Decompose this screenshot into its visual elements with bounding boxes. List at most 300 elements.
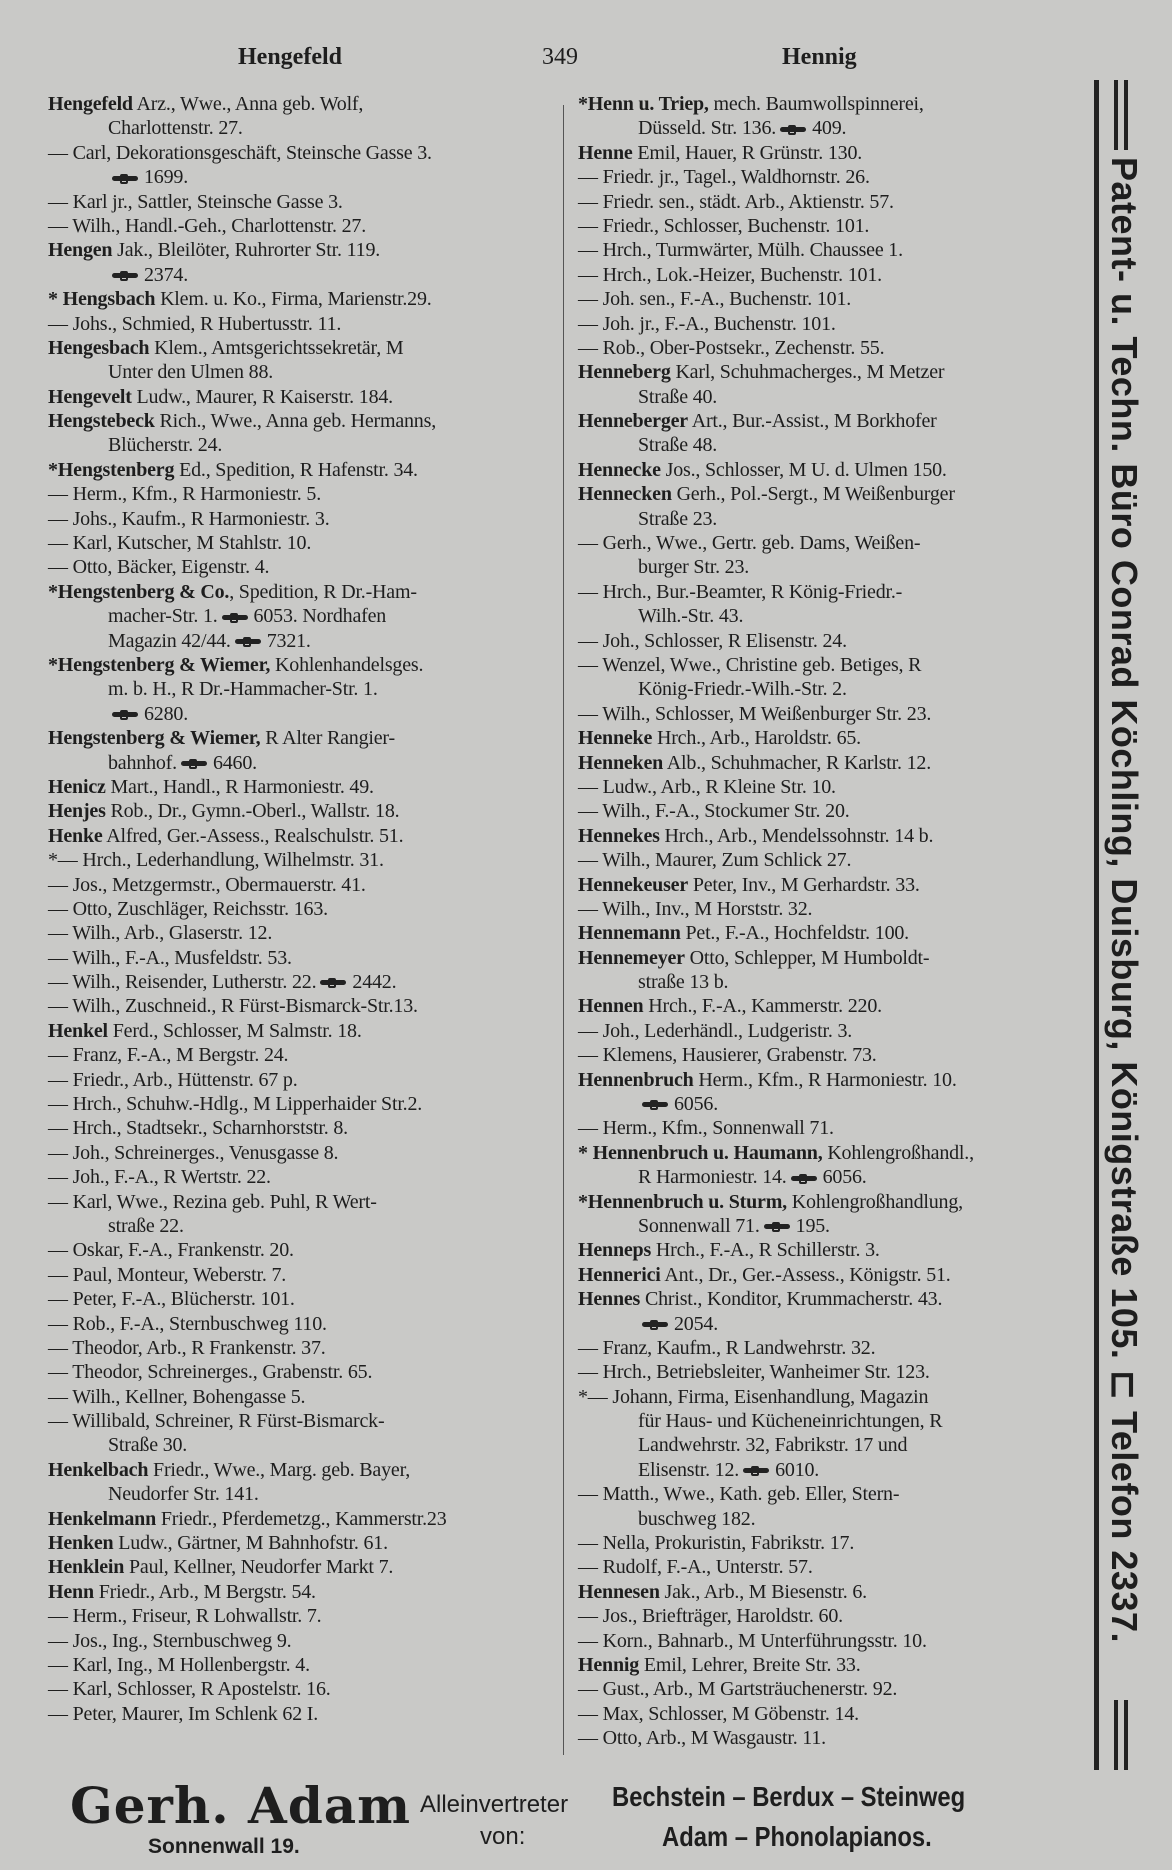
footer-rep-label: Alleinvertreter — [420, 1791, 569, 1818]
entry-name: Hennig — [578, 1654, 640, 1676]
directory-line — [578, 1336, 1083, 1360]
phone-icon — [743, 1466, 769, 1476]
entry-text: R Alter Rangier- — [260, 727, 395, 750]
entry-text: Straße 30. — [108, 1434, 188, 1457]
entry-text: — Joh., Schlosser, R Elisenstr. 24. — [578, 629, 847, 652]
directory-line — [48, 677, 553, 701]
entry-text: — Theodor, Schreinerges., Grabenstr. 65. — [48, 1361, 373, 1384]
directory-line — [48, 555, 553, 579]
entry-text: Alfred, Ger.-Assess., Realschulstr. 51. — [102, 824, 404, 847]
phone-number: 6010. — [775, 1458, 820, 1481]
directory-line — [48, 604, 553, 628]
directory-line — [48, 1629, 553, 1653]
entry-text: — Theodor, Arb., R Frankenstr. 37. — [48, 1336, 326, 1359]
directory-line — [48, 702, 553, 726]
directory-line — [578, 214, 1083, 238]
entry-text: Landwehrstr. 32, Fabrikstr. 17 und — [638, 1434, 908, 1457]
directory-line — [48, 653, 553, 677]
entry-text: macher-Str. 1. — [108, 605, 218, 628]
entry-text: — Jos., Briefträger, Haroldstr. 60. — [578, 1605, 843, 1628]
directory-line — [578, 1409, 1083, 1433]
entry-text: — Wilh., Reisender, Lutherstr. 22. — [48, 971, 317, 994]
entry-text: — Joh., Lederhändl., Ludgeristr. 3. — [578, 1019, 853, 1042]
directory-line — [48, 848, 553, 872]
directory-line — [578, 824, 1083, 848]
entry-name: *Hennenbruch u. Sturm, — [578, 1190, 787, 1213]
directory-line — [578, 677, 1083, 701]
directory-line — [48, 824, 553, 848]
directory-line — [578, 1482, 1083, 1506]
phone-number: 2374. — [144, 263, 189, 286]
entry-text: Friedr., Pferdemetzg., Kammerstr.23 — [156, 1507, 447, 1530]
directory-line — [48, 458, 553, 482]
entry-text: Rich., Wwe., Anna geb. Hermanns, — [154, 410, 436, 433]
directory-line — [48, 385, 553, 409]
directory-line — [48, 799, 553, 823]
entry-name: Hengefeld — [48, 93, 133, 115]
entry-text: Elisenstr. 12. — [638, 1458, 740, 1481]
directory-line — [578, 1165, 1083, 1189]
entry-text: Alb., Schuhmacher, R Karlstr. 12. — [663, 751, 932, 774]
directory-line — [578, 141, 1083, 165]
entry-name: Hennes — [578, 1288, 641, 1311]
entry-text: Jos., Schlosser, M U. d. Ulmen 150. — [660, 458, 947, 481]
entry-text: — Wenzel, Wwe., Christine geb. Betiges, R — [578, 653, 922, 676]
directory-line — [578, 1653, 1083, 1677]
entry-text: — Wilh., F.-A., Musfeldstr. 53. — [48, 946, 292, 969]
entry-name: Henkelbach — [48, 1458, 149, 1481]
entry-text: m. b. H., R Dr.-Hammacher-Str. 1. — [108, 678, 378, 701]
footer-rep-label-2: von: — [480, 1823, 526, 1850]
phone-icon — [320, 978, 346, 988]
entry-text: — Jos., Ing., Sternbuschweg 9. — [48, 1629, 292, 1652]
entry-text: Sonnenwall 71. — [638, 1214, 760, 1237]
directory-line — [48, 165, 553, 189]
entry-text: — Franz, F.-A., M Bergstr. 24. — [48, 1044, 289, 1067]
directory-line — [578, 1238, 1083, 1262]
directory-line — [48, 775, 553, 799]
entry-text: — Ludw., Arb., R Kleine Str. 10. — [578, 775, 836, 798]
directory-line — [578, 1287, 1083, 1311]
phone-icon — [791, 1174, 817, 1184]
entry-text: — Karl, Schlosser, R Apostelstr. 16. — [48, 1678, 331, 1701]
entry-name: Hengevelt — [48, 385, 132, 408]
directory-line — [578, 1677, 1083, 1701]
directory-line — [48, 1604, 553, 1628]
directory-line — [578, 287, 1083, 311]
directory-line — [48, 116, 553, 140]
entry-name: Hennekes — [578, 824, 660, 847]
entry-name: *Henn u. Triep, — [578, 93, 709, 115]
directory-line — [48, 433, 553, 457]
directory-line — [48, 238, 553, 262]
entry-text: Neudorfer Str. 141. — [108, 1483, 259, 1506]
entry-name: Henneke — [578, 727, 653, 750]
directory-line — [48, 214, 553, 238]
directory-line — [578, 702, 1083, 726]
entry-text: — Friedr. jr., Tagel., Waldhornstr. 26. — [578, 166, 870, 189]
entry-text: — Hrch., Turmwärter, Mülh. Chaussee 1. — [578, 239, 903, 262]
entry-text: — Herm., Kfm., Sonnenwall 71. — [578, 1117, 834, 1140]
entry-text: — Wilh., Handl.-Geh., Charlottenstr. 27. — [48, 214, 367, 237]
entry-text: — Rob., Ober-Postsekr., Zechenstr. 55. — [578, 336, 885, 359]
entry-text: — Herm., Kfm., R Harmoniestr. 5. — [48, 483, 322, 506]
entry-text: — Hrch., Bur.-Beamter, R König-Friedr.- — [578, 580, 903, 603]
directory-line — [48, 1165, 553, 1189]
directory-line — [48, 1263, 553, 1287]
directory-line — [48, 1531, 553, 1555]
entry-text: Friedr., Wwe., Marg. geb. Bayer, — [148, 1458, 411, 1481]
directory-line — [48, 1312, 553, 1336]
entry-text: — Willibald, Schreiner, R Fürst-Bismarck- — [48, 1410, 385, 1433]
directory-line — [48, 531, 553, 555]
directory-line — [578, 1360, 1083, 1384]
directory-line — [578, 116, 1083, 140]
phone-number: 195. — [795, 1214, 830, 1237]
entry-name: Hennen — [578, 995, 644, 1018]
entry-text: Peter, Inv., M Gerhardstr. 33. — [688, 873, 920, 896]
entry-text: König-Friedr.-Wilh.-Str. 2. — [638, 678, 847, 701]
directory-line — [48, 482, 553, 506]
directory-line — [578, 458, 1083, 482]
entry-text: — Karl, Ing., M Hollenbergstr. 4. — [48, 1654, 310, 1676]
entry-text: Pet., F.-A., Hochfeldstr. 100. — [680, 922, 909, 945]
entry-text: straße 13 b. — [638, 971, 729, 994]
entry-text: — Johs., Kaufm., R Harmoniestr. 3. — [48, 507, 330, 530]
phone-icon — [112, 271, 138, 281]
directory-line — [48, 1238, 553, 1262]
entry-text: Unter den Ulmen 88. — [108, 361, 274, 384]
entry-text: Ferd., Schlosser, M Salmstr. 18. — [107, 1019, 362, 1042]
entry-name: Hennemann — [578, 922, 681, 945]
directory-line — [578, 653, 1083, 677]
entry-text: — Joh., F.-A., R Wertstr. 22. — [48, 1166, 271, 1189]
directory-line — [578, 580, 1083, 604]
entry-name: Henneken — [578, 751, 664, 774]
banner-rule — [1114, 1700, 1118, 1770]
entry-text: Düsseld. Str. 136. — [638, 117, 777, 140]
directory-line — [578, 921, 1083, 945]
directory-line — [578, 190, 1083, 214]
directory-line — [48, 726, 553, 750]
directory-line — [578, 848, 1083, 872]
entry-text: — Matth., Wwe., Kath. geb. Eller, Stern- — [578, 1483, 900, 1506]
directory-line — [48, 1116, 553, 1140]
banner-rule — [1094, 80, 1099, 1770]
directory-line — [578, 1068, 1083, 1092]
phone-number: 1699. — [144, 166, 189, 189]
entry-text: Paul, Kellner, Neudorfer Markt 7. — [124, 1556, 394, 1579]
banner-rule — [1124, 80, 1128, 150]
directory-line — [48, 1019, 553, 1043]
directory-line — [48, 92, 553, 116]
entry-text: — Wilh., Schlosser, M Weißenburger Str. 23. — [578, 702, 932, 725]
entry-name: Henn — [48, 1580, 94, 1603]
directory-line — [578, 1604, 1083, 1628]
directory-line — [48, 360, 553, 384]
entry-text: Jak., Arb., M Biesenstr. 6. — [659, 1580, 867, 1603]
entry-text: , Spedition, R Dr.-Ham- — [229, 580, 417, 603]
entry-name: Henneps — [578, 1239, 652, 1262]
entry-name: Hengesbach — [48, 336, 150, 359]
directory-line — [578, 1043, 1083, 1067]
directory-line — [48, 873, 553, 897]
entry-text: — Wilh., Inv., M Horststr. 32. — [578, 897, 813, 920]
banner-rule — [1124, 1700, 1128, 1770]
directory-line — [48, 1653, 553, 1677]
entry-text: mech. Baumwollspinnerei, — [708, 93, 924, 115]
phone-number: 6056. — [674, 1093, 719, 1116]
phone-number: 6460. — [212, 751, 257, 774]
entry-text: — Klemens, Hausierer, Grabenstr. 73. — [578, 1044, 877, 1067]
entry-text: — Joh. sen., F.-A., Buchenstr. 101. — [578, 288, 852, 311]
entry-text: — Korn., Bahnarb., M Unterführungsstr. 10. — [578, 1629, 927, 1652]
entry-text: — Gerh., Wwe., Gertr. geb. Dams, Weißen- — [578, 532, 921, 555]
directory-line — [578, 799, 1083, 823]
phone-number: 7321. — [266, 629, 311, 652]
entry-name: Hennecke — [578, 458, 661, 481]
directory-line — [578, 1629, 1083, 1653]
left-column — [48, 92, 553, 1726]
directory-line — [48, 1190, 553, 1214]
entry-text: — Hrch., Lok.-Heizer, Buchenstr. 101. — [578, 263, 882, 286]
directory-line — [578, 946, 1083, 970]
directory-line — [48, 1458, 553, 1482]
directory-line — [578, 1433, 1083, 1457]
entry-text: — Hrch., Stadtsekr., Scharnhorststr. 8. — [48, 1117, 348, 1140]
phone-icon — [764, 1222, 790, 1232]
entry-text: Otto, Schlepper, M Humboldt- — [684, 946, 930, 969]
entry-text: — Paul, Monteur, Weberstr. 7. — [48, 1263, 287, 1286]
entry-text: — Wilh., Kellner, Bohengasse 5. — [48, 1385, 306, 1408]
directory-line — [48, 141, 553, 165]
directory-line — [578, 433, 1083, 457]
entry-name: Henken — [48, 1532, 114, 1555]
entry-text: — Wilh., Maurer, Zum Schlick 27. — [578, 849, 852, 872]
entry-text: — Karl jr., Sattler, Steinsche Gasse 3. — [48, 190, 343, 213]
entry-text: Ant., Dr., Ger.-Assess., Königstr. 51. — [660, 1263, 951, 1286]
directory-line — [578, 555, 1083, 579]
entry-text: — Friedr. sen., städt. Arb., Aktienstr. 57. — [578, 190, 894, 213]
directory-line — [578, 1214, 1083, 1238]
entry-name: Henicz — [48, 775, 106, 798]
entry-text: — Otto, Arb., M Wasgaustr. 11. — [578, 1727, 826, 1750]
entry-text: Klem., Amtsgerichtssekretär, M — [149, 336, 404, 359]
directory-line — [48, 409, 553, 433]
phone-icon — [181, 759, 207, 769]
directory-line — [48, 1677, 553, 1701]
directory-line — [578, 897, 1083, 921]
directory-line — [48, 897, 553, 921]
directory-line — [48, 970, 553, 994]
entry-text: Ludw., Maurer, R Kaiserstr. 184. — [131, 385, 393, 408]
directory-line — [578, 1019, 1083, 1043]
side-advertisement-text: Patent- u. Techn. Büro Conrad Köchling, Duisburg, Königstraße 105. ⊏ Telefon 2337. — [1104, 156, 1145, 1644]
entry-text: — Joh., Schreinerges., Venusgasse 8. — [48, 1141, 339, 1164]
entry-name: *Hengstenberg & Co. — [48, 580, 230, 603]
entry-text: Mart., Handl., R Harmoniestr. 49. — [105, 775, 374, 798]
directory-line — [578, 263, 1083, 287]
directory-line — [48, 580, 553, 604]
directory-line — [578, 1312, 1083, 1336]
entry-text: — Otto, Bäcker, Eigenstr. 4. — [48, 556, 270, 579]
directory-line — [48, 287, 553, 311]
running-head-right: Hennig — [782, 44, 857, 70]
directory-line — [578, 385, 1083, 409]
entry-text: Nordhafen — [297, 605, 387, 628]
footer-brands: Bechstein – Berdux – Steinweg — [612, 1781, 966, 1812]
directory-line — [578, 507, 1083, 531]
entry-text: — Herm., Friseur, R Lohwallstr. 7. — [48, 1605, 322, 1628]
entry-text: — Karl, Kutscher, M Stahlstr. 10. — [48, 532, 312, 555]
column-divider — [563, 105, 564, 1755]
directory-line — [578, 1702, 1083, 1726]
directory-line — [48, 312, 553, 336]
entry-text: Klem. u. Ko., Firma, Marienstr.29. — [155, 288, 432, 311]
directory-line — [48, 1433, 553, 1457]
entry-text: — Rudolf, F.-A., Unterstr. 57. — [578, 1556, 813, 1579]
entry-name: Henkel — [48, 1019, 108, 1042]
directory-line — [578, 531, 1083, 555]
directory-line — [578, 775, 1083, 799]
entry-text: Kohlengroßhandlung, — [786, 1190, 963, 1213]
directory-line — [578, 1092, 1083, 1116]
directory-line — [48, 1482, 553, 1506]
right-column — [578, 92, 1083, 1751]
directory-line — [48, 1068, 553, 1092]
entry-name: Hengstenberg & Wiemer, — [48, 727, 261, 750]
phone-number: 409. — [812, 117, 847, 140]
directory-line — [578, 92, 1083, 116]
directory-line — [578, 994, 1083, 1018]
entry-name: Henneberger — [578, 410, 688, 433]
entry-text: Arz., Wwe., Anna geb. Wolf, — [132, 93, 364, 115]
entry-text: straße 22. — [108, 1214, 184, 1237]
directory-line — [48, 751, 553, 775]
entry-text: — Nella, Prokuristin, Fabrikstr. 17. — [578, 1532, 855, 1555]
entry-name: Hennekeuser — [578, 873, 689, 896]
entry-text: Herm., Kfm., R Harmoniestr. 10. — [693, 1068, 957, 1091]
entry-name: Henkelmann — [48, 1507, 157, 1530]
entry-text: — Karl, Wwe., Rezina geb. Puhl, R Wert- — [48, 1190, 377, 1213]
phone-icon — [235, 637, 261, 647]
entry-text: Kohlenhandelsges. — [270, 653, 424, 676]
footer-brands-2: Adam – Phonolapianos. — [662, 1821, 932, 1852]
footer-company-name: Gerh. Adam — [70, 1776, 412, 1835]
directory-line — [48, 1287, 553, 1311]
phone-icon — [642, 1100, 668, 1110]
entry-text: — Wilh., Zuschneid., R Fürst-Bismarck-Str.13. — [48, 995, 418, 1018]
page-number: 349 — [542, 44, 578, 70]
directory-line — [48, 1360, 553, 1384]
directory-line — [578, 238, 1083, 262]
phone-icon — [222, 613, 248, 623]
directory-line — [48, 629, 553, 653]
entry-text: Art., Bur.-Assist., M Borkhofer — [688, 410, 937, 433]
directory-line — [48, 1555, 553, 1579]
directory-line — [578, 482, 1083, 506]
directory-line — [578, 360, 1083, 384]
directory-line — [578, 726, 1083, 750]
directory-line — [48, 1141, 553, 1165]
directory-line — [48, 336, 553, 360]
directory-line — [48, 1702, 553, 1726]
directory-line — [48, 921, 553, 945]
phone-number: 2442. — [352, 971, 397, 994]
entry-text: — Max, Schlosser, M Göbenstr. 14. — [578, 1702, 859, 1725]
directory-line — [48, 1214, 553, 1238]
directory-line — [48, 1385, 553, 1409]
entry-text: — Gust., Arb., M Gartsträuchenerstr. 92. — [578, 1678, 898, 1701]
directory-line — [48, 1580, 553, 1604]
entry-text: Magazin 42/44. — [108, 629, 231, 652]
entry-text: Friedr., Arb., M Bergstr. 54. — [93, 1580, 316, 1603]
directory-line — [578, 1580, 1083, 1604]
directory-line — [578, 873, 1083, 897]
entry-text: Karl, Schuhmacherges., M Metzer — [670, 361, 945, 384]
directory-line — [578, 336, 1083, 360]
entry-text: Hrch., Arb., Mendelssohnstr. 14 b. — [659, 824, 934, 847]
entry-text: Straße 48. — [638, 434, 718, 457]
entry-text: — Johs., Schmied, R Hubertusstr. 11. — [48, 312, 342, 335]
entry-name: Hengstebeck — [48, 410, 155, 433]
entry-text: — Wilh., F.-A., Stockumer Str. 20. — [578, 800, 850, 823]
entry-name: * Hengsbach — [48, 288, 156, 311]
phone-icon — [112, 174, 138, 184]
directory-line — [48, 1043, 553, 1067]
entry-text: *— Johann, Firma, Eisenhandlung, Magazin — [578, 1385, 929, 1408]
entry-name: Hennesen — [578, 1580, 660, 1603]
directory-line — [578, 1116, 1083, 1140]
entry-text: — Franz, Kaufm., R Landwehrstr. 32. — [578, 1336, 876, 1359]
banner-rule — [1114, 80, 1118, 150]
phone-number: 6053. — [253, 605, 298, 628]
entry-name: Hennecken — [578, 483, 672, 506]
entry-text: — Joh. jr., F.-A., Buchenstr. 101. — [578, 312, 836, 335]
directory-line — [578, 1726, 1083, 1750]
directory-line — [578, 1141, 1083, 1165]
running-head-left: Hengefeld — [238, 44, 342, 70]
entry-name: Henklein — [48, 1556, 125, 1579]
entry-text: Straße 23. — [638, 507, 718, 530]
entry-text: Gerh., Pol.-Sergt., M Weißenburger — [671, 483, 955, 506]
entry-name: *Hengstenberg — [48, 458, 175, 481]
directory-line — [578, 1555, 1083, 1579]
directory-line — [48, 1409, 553, 1433]
entry-name: Henjes — [48, 800, 106, 823]
entry-name: * Hennenbruch u. Haumann, — [578, 1141, 823, 1164]
entry-text: Blücherstr. 24. — [108, 434, 223, 457]
directory-line — [578, 1531, 1083, 1555]
phone-number: 6280. — [144, 702, 189, 725]
directory-line — [48, 507, 553, 531]
entry-text: bahnhof. — [108, 751, 177, 774]
entry-text: — Peter, F.-A., Blücherstr. 101. — [48, 1288, 295, 1311]
entry-text: Jak., Bleilöter, Ruhrorter Str. 119. — [112, 239, 381, 262]
directory-line — [578, 629, 1083, 653]
entry-name: Hengen — [48, 239, 113, 262]
phone-icon — [112, 710, 138, 720]
directory-line — [48, 190, 553, 214]
entry-text: — Jos., Metzgermstr., Obermauerstr. 41. — [48, 873, 366, 896]
phone-number: 2054. — [674, 1312, 719, 1335]
phone-number: 6056. — [822, 1166, 867, 1189]
entry-text: Hrch., F.-A., Kammerstr. 220. — [643, 995, 882, 1018]
entry-text: für Haus- und Kücheneinrichtungen, R — [638, 1410, 943, 1433]
entry-text: Rob., Dr., Gymn.-Oberl., Wallstr. 18. — [105, 800, 400, 823]
entry-text: — Friedr., Arb., Hüttenstr. 67 p. — [48, 1068, 298, 1091]
directory-line — [578, 1190, 1083, 1214]
